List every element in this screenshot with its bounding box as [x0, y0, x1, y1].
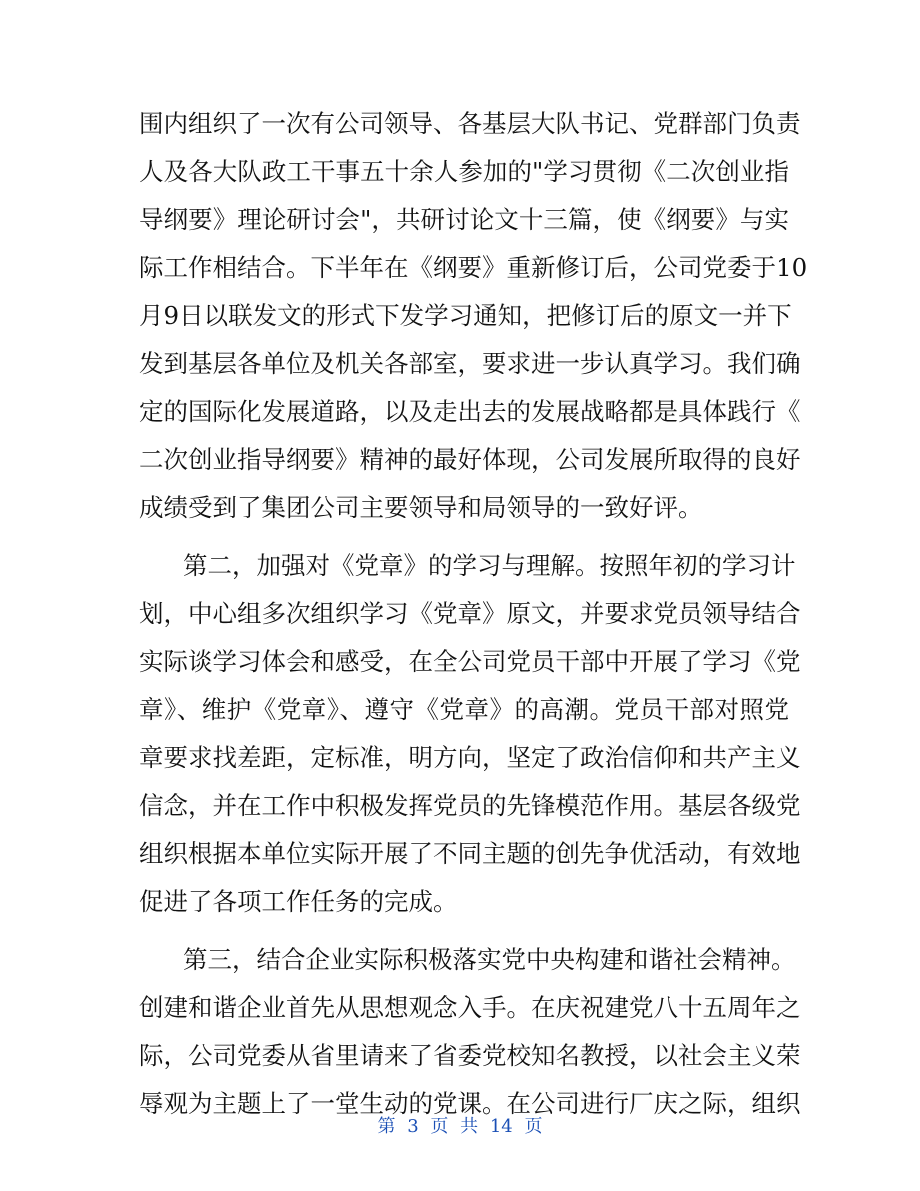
text-line: 信念，并在工作中积极发挥党员的先锋模范作用。基层各级党: [139, 791, 801, 820]
text-line: 划，中心组多次组织学习《党章》原文，并要求党员领导结合: [139, 599, 801, 628]
document-body: [139, 100, 808, 1128]
text-line: 人及各大队政工干事五十余人参加的"学习贯彻《二次创业指: [139, 157, 789, 186]
paragraph-3: [139, 936, 801, 1128]
text-line: 创建和谐企业首先从思想观念入手。在庆祝建党八十五周年之: [139, 993, 801, 1022]
text-line: 际，公司党委从省里请来了省委党校知名教授，以社会主义荣: [139, 1041, 801, 1070]
text-line: 际工作相结合。下半年在《纲要》重新修订后，公司党委于10: [139, 253, 808, 282]
text-line: 导纲要》理论研讨会"，共研讨论文十三篇，使《纲要》与实: [139, 205, 789, 234]
text-line: 定的国际化发展道路，以及走出去的发展战略都是具体践行《: [139, 397, 801, 426]
paragraph-2: [139, 542, 801, 926]
text-line: 第二，加强对《党章》的学习与理解。按照年初的学习计: [183, 551, 796, 580]
text-line: 实际谈学习体会和感受，在全公司党员干部中开展了学习《党: [139, 647, 801, 676]
paragraph-1: [139, 100, 808, 532]
text-line: 围内组织了一次有公司领导、各基层大队书记、党群部门负责: [139, 109, 801, 138]
text-line: 章要求找差距，定标准，明方向，坚定了政治信仰和共产主义: [139, 743, 801, 772]
paragraph-spacer: [139, 532, 789, 542]
text-line: 第三，结合企业实际积极落实党中央构建和谐社会精神。: [183, 945, 796, 974]
text-line: 章》、维护《党章》、遵守《党章》的高潮。党员干部对照党: [139, 695, 789, 724]
page-number-footer: 第 3 页 共 14 页: [377, 1116, 543, 1137]
text-line: 成绩受到了集团公司主要领导和局领导的一致好评。: [139, 493, 703, 522]
text-line: 辱观为主题上了一堂生动的党课。在公司进行厂庆之际，组织: [139, 1089, 801, 1118]
text-line: 促进了各项工作任务的完成。: [139, 887, 458, 916]
text-line: 二次创业指导纲要》精神的最好体现，公司发展所取得的良好: [139, 445, 801, 474]
text-line: 发到基层各单位及机关各部室，要求进一步认真学习。我们确: [139, 349, 801, 378]
text-line: 月9日以联发文的形式下发学习通知，把修订后的原文一并下: [139, 301, 792, 330]
paragraph-spacer: [139, 926, 789, 936]
text-line: 组织根据本单位实际开展了不同主题的创先争优活动，有效地: [139, 839, 801, 868]
